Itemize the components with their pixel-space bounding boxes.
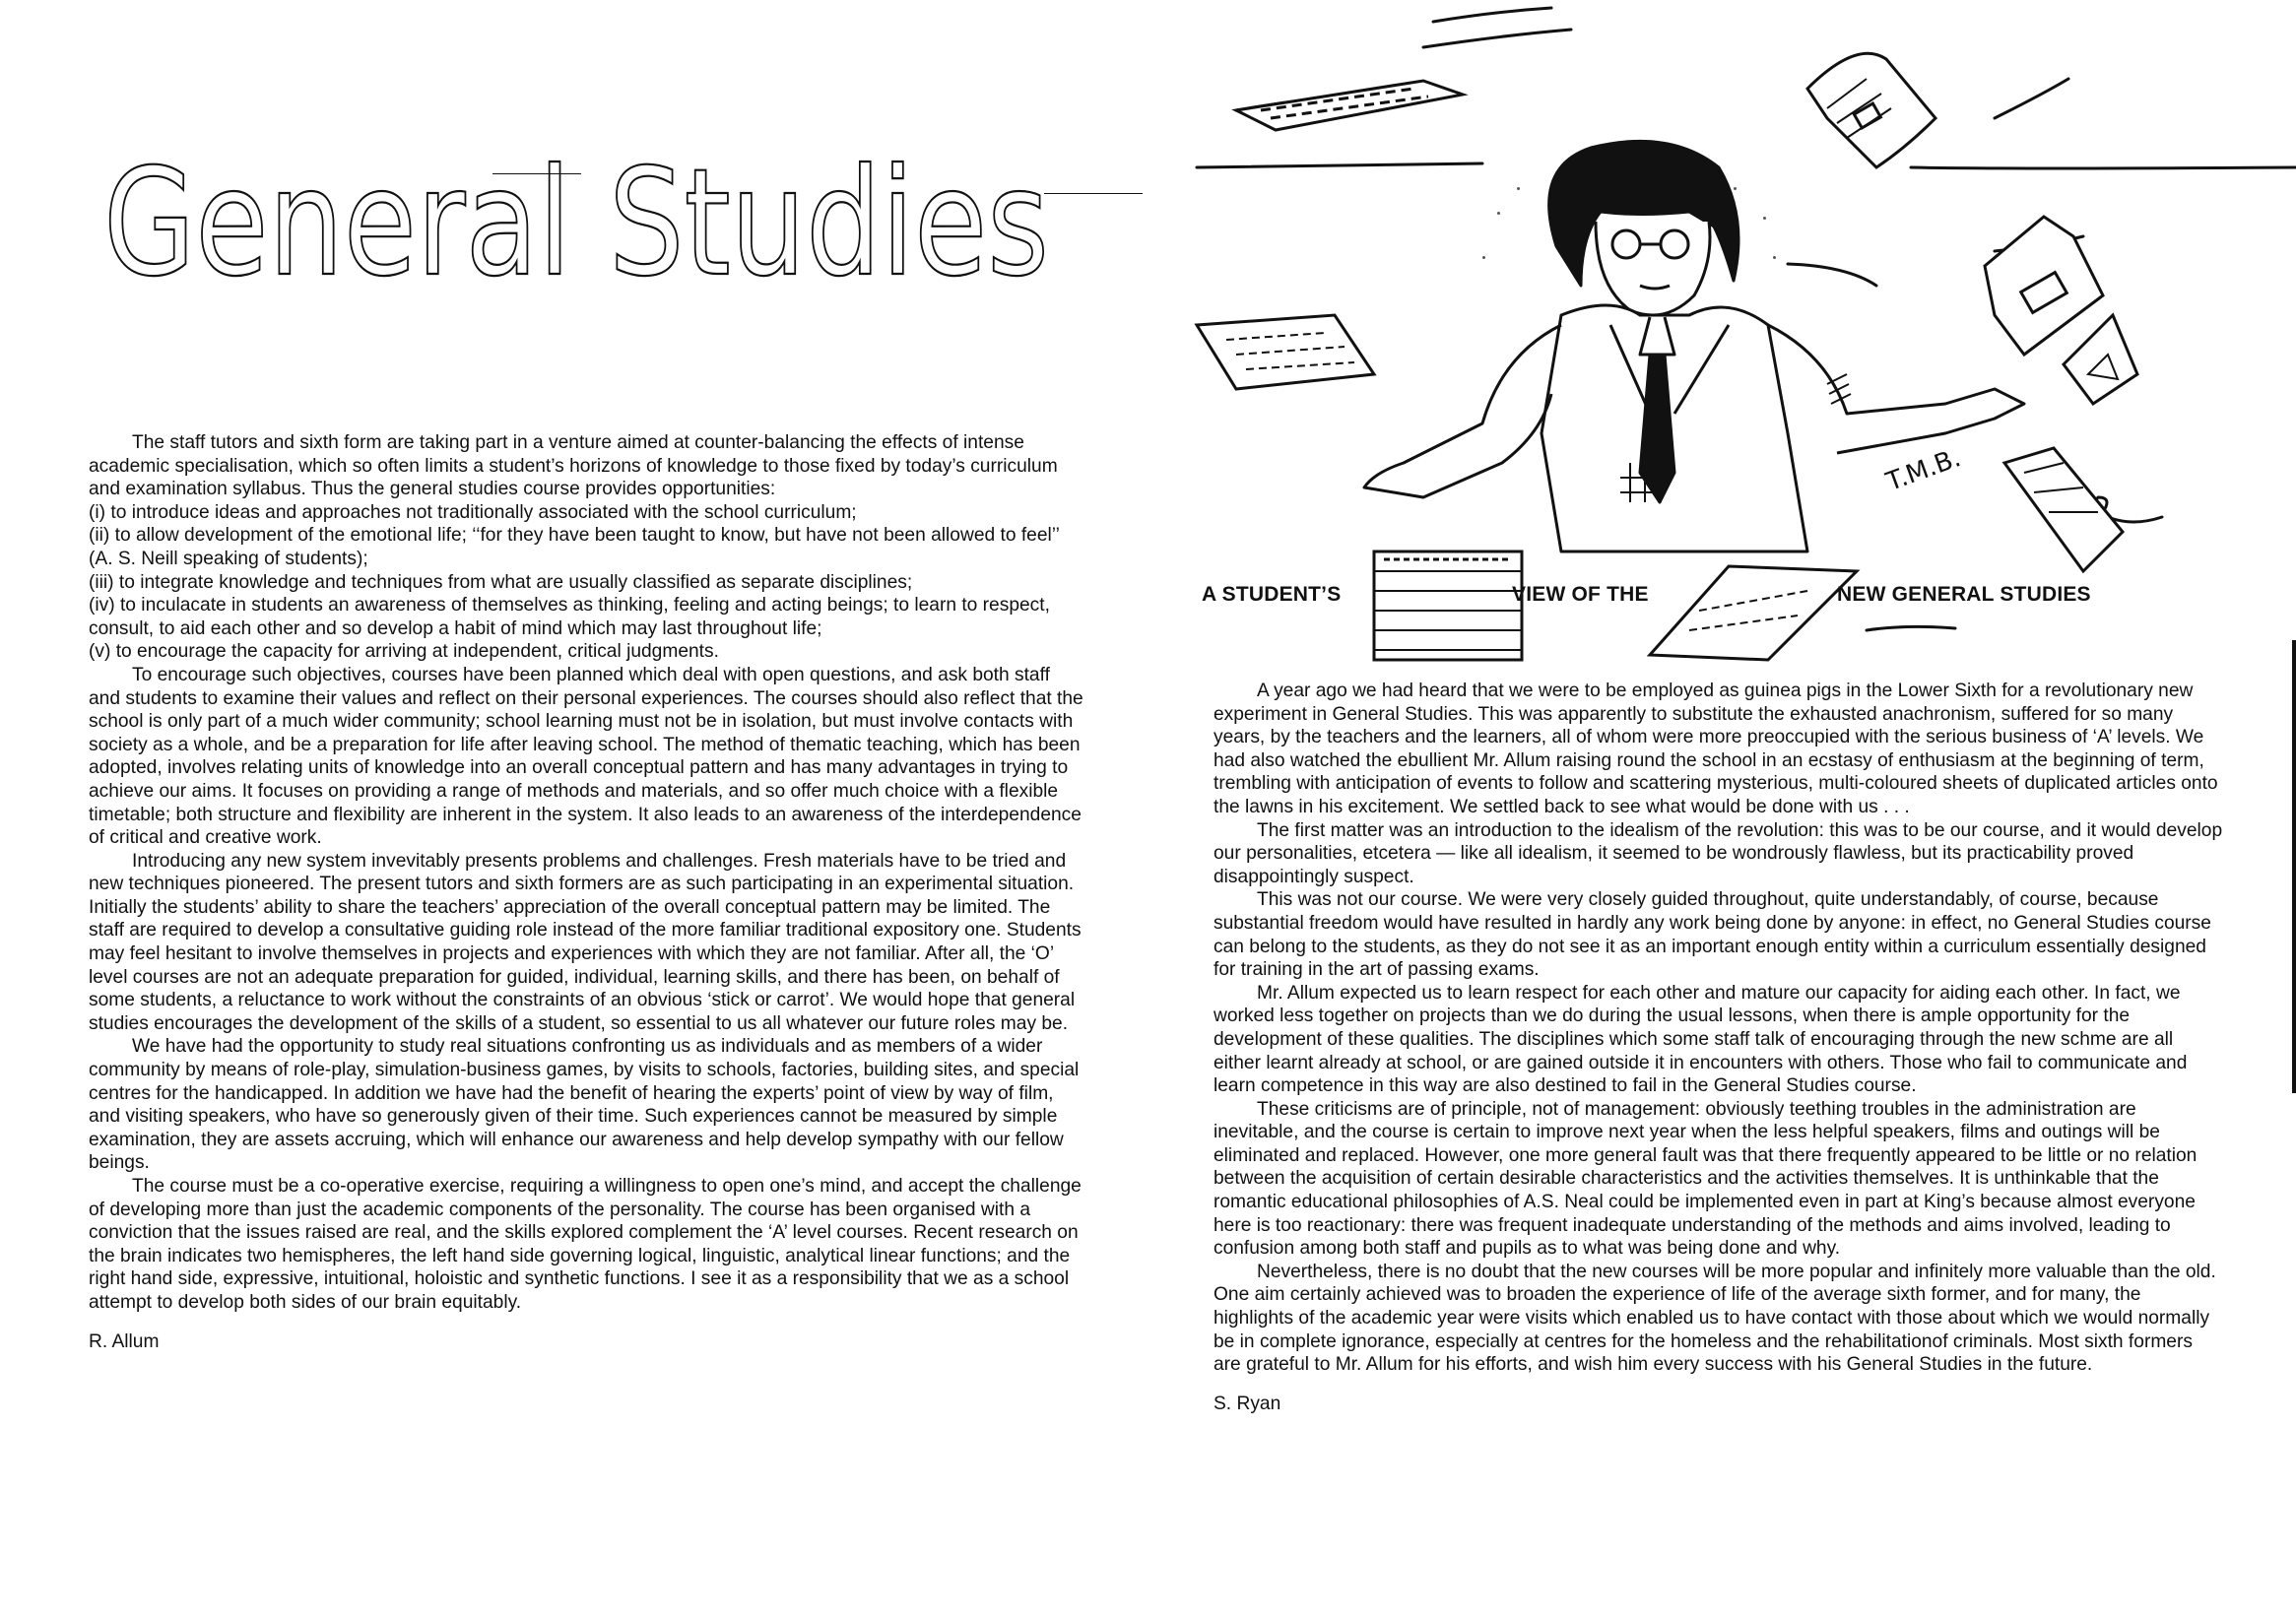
flying-paper-icon bbox=[1807, 53, 1935, 167]
cartoon-caption-part2: VIEW OF THE bbox=[1512, 583, 1649, 606]
flying-paper-icon bbox=[1236, 81, 1463, 130]
motion-dot bbox=[1763, 217, 1766, 220]
list-item: (ii) to allow development of the emotional life; ‘‘for they have been taught to know, but have not been allowed to feel’’ (A. S. Neill speaking of students); bbox=[89, 525, 1060, 569]
cartoon-illustration bbox=[1177, 0, 2296, 670]
motion-dot bbox=[1734, 187, 1737, 190]
right-article-body bbox=[1214, 680, 2223, 1377]
flying-paper-icon bbox=[1197, 315, 1374, 389]
artist-initials: T.M.B. bbox=[1882, 443, 1965, 497]
left-article bbox=[89, 431, 1085, 1353]
article-paragraph: Mr. Allum expected us to learn respect for each other and mature our capacity for aiding each other. In fact, we worked less together on projects than we do during the usual lessons, when there is ample opportunity for the development of these qualities. The disciplines which some staff talk of encouraging through the new schme are all either learnt already at school, or are gained outside it in encounters with others. Those who fail to communicate and learn competence in this way are also destined to fail in the General Studies course. bbox=[1214, 982, 2188, 1097]
article-paragraph: These criticisms are of principle, not of management: obviously teething troubles in the administration are inevitable, and the course is certain to improve next year when the less helpful speakers, films and outings will be eliminated and replaced. However, one more general fault was that there frequently appeared to be little or no relation between the acquisition of certain desirable characteristics and the activities themselves. It is unthinkable that the romantic educational philosophies of A.S. Neal could be implemented even in part at King’s because almost everyone here is too reactionary: there was frequent inadequate understanding of the methods and aims involved, leading to confusion among both staff and pupils as to what was being done and why. bbox=[1214, 1098, 2198, 1260]
list-item: (iii) to integrate knowledge and techniques from what are usually classified as separate disciplines; bbox=[89, 571, 913, 593]
teacher-figure-icon bbox=[1364, 141, 2024, 551]
article-paragraph: A year ago we had heard that we were to be employed as guinea pigs in the Lower Sixth for a revolutionary new experiment in General Studies. This was apparently to substitute the exhausted anachronism, suffered for so many years, by the teachers and the learners, all of whom were more preoccupied with the serious business of ‘A’ levels. We had also watched the ebullient Mr. Allum raising round the school in an ecstasy of enthusiasm at the beginning of term, trembling with anticipation of events to follow and scattering mysterious, multi-coloured sheets of duplicated articles onto the lawns in his excitement. We settled back to see what would be done with us . . . bbox=[1214, 681, 2218, 817]
article-paragraph: The course must be a co-operative exercise, requiring a willingness to open one’s mind, and accept the challenge of developing more than just the academic components of the personality. The course has been organised with a conviction that the issues raised are real, and the skills explored complement the ‘A’ level courses. Recent research on the brain indicates two hemispheres, the left hand side governing logical, linguistic, analytical linear functions; and the right hand side, expressive, intuitional, holoistic and synthetic functions. I see it as a responsibility that we as a school attempt to develop both sides of our brain equitably. bbox=[89, 1176, 1082, 1313]
paper-stack-icon bbox=[1374, 551, 1522, 660]
article-paragraph: Nevertheless, there is no doubt that the new courses will be more popular and infinitely more valuable than the old. One aim certainly achieved was to broaden the experience of life of the average sixth former, and for many, the highlights of the academic year were visits which enabled us to have contact with those about which we would normally be in complete ignorance, especially at centres for the homeless and the rehabilitationof criminals. Most sixth formers are grateful to Mr. Allum for his efforts, and wish him every success with his General Studies in the future. bbox=[1214, 1261, 2216, 1376]
motion-dot bbox=[1517, 187, 1520, 190]
cartoon-caption-part1: A STUDENT’S bbox=[1202, 583, 1342, 606]
page-title bbox=[103, 138, 1088, 309]
motion-dot bbox=[1773, 256, 1776, 259]
page-edge-mark bbox=[2292, 640, 2296, 1093]
article-paragraph: Introducing any new system invevitably presents problems and challenges. Fresh materials have to be tried and new techniques pioneered. The present tutors and sixth formers are as such participating in an experimental situation. Initially the students’ ability to share the teachers’ appreciation of the overall conceptual pattern may be limited. The staff are required to develop a consultative guiding role instead of the more familiar traditional expository one. Students may feel hesitant to involve themselves in projects and experiences with which they are not familiar. After all, the ‘O’ level courses are not an adequate preparation for guided, individual, learning skills, and there has been, on behalf of some students, a reluctance to work without the constraints of an obvious ‘stick or carrot’. We would hope that general studies encourages the development of the skills of a student, so essential to us all whatever our future roles may be. bbox=[89, 850, 1082, 1034]
article-paragraph: To encourage such objectives, courses have been planned which deal with open questions, and ask both staff and students to examine their values and reflect on their personal experiences. The courses should also reflect that the school is only part of a much wider community; school learning must not be in isolation, but must involve contacts with society as a whole, and be a preparation for life after leaving school. The method of thematic teaching, which has been adopted, involves relating units of knowledge into an overall conceptual pattern and has many advantages in trying to achieve our aims. It focuses on providing a range of methods and materials, and so offer much choice with a flexible timetable; both structure and flexibility are inherent in the system. It also leads to an awareness of the interdependence of critical and creative work. bbox=[89, 664, 1083, 849]
list-item: (i) to introduce ideas and approaches not traditionally associated with the school curriculum; bbox=[89, 501, 857, 523]
article-paragraph: We have had the opportunity to study real situations confronting us as individuals and as members of a wider community by means of role-play, simulation-business games, by visits to schools, factories, building sites, and special centres for the handicapped. In addition we have had the benefit of hearing the experts’ point of view by way of film, and visiting speakers, who have so generously given of their time. Such experiences cannot be measured by simple examination, they are assets accruing, which will enhance our awareness and help develop sympathy with our fellow beings. bbox=[89, 1036, 1080, 1174]
page-title-text: General Studies bbox=[103, 138, 1049, 309]
motion-dot bbox=[1497, 212, 1500, 215]
left-author: R. Allum bbox=[89, 1330, 160, 1352]
list-item: (iv) to inculacate in students an awareness of themselves as thinking, feeling and acting beings; to learn to respect, consult, to aid each other and so develop a habit of mind which may last throughout life; bbox=[89, 595, 1050, 639]
article-paragraph: The first matter was an introduction to the idealism of the revolution: this was to be our course, and it would develop our personalities, etcetera — like all idealism, it seemed to be wondrously flawless, but its practicability proved disappointingly suspect. bbox=[1214, 819, 2223, 887]
flying-paper-icon bbox=[1650, 566, 1857, 660]
flying-paper-icon bbox=[2004, 448, 2123, 571]
right-author: S. Ryan bbox=[1214, 1393, 1281, 1414]
article-paragraph: The staff tutors and sixth form are taking part in a venture aimed at counter-balancing the effects of intense academic specialisation, which so often limits a student’s horizons of knowledge to those fixed by today’s curriculum and examination syllabus. Thus the general studies course provides opportunities: bbox=[89, 432, 1058, 500]
right-article bbox=[1214, 680, 2223, 1415]
article-paragraph: This was not our course. We were very closely guided throughout, quite understandably, of course, because substantial freedom would have resulted in hardly any work being done by anyone: in effect, no General Studies course can belong to the students, as they do not see it as an important enough entity within a curriculum essentially designed for training in the art of passing exams. bbox=[1214, 889, 2211, 981]
list-item: (v) to encourage the capacity for arriving at independent, critical judgments. bbox=[89, 641, 719, 663]
cartoon-caption-part3: NEW GENERAL STUDIES bbox=[1837, 583, 2091, 606]
motion-dot bbox=[1482, 256, 1485, 259]
flying-paper-icon bbox=[1985, 217, 2137, 404]
left-article-body bbox=[89, 431, 1085, 1315]
